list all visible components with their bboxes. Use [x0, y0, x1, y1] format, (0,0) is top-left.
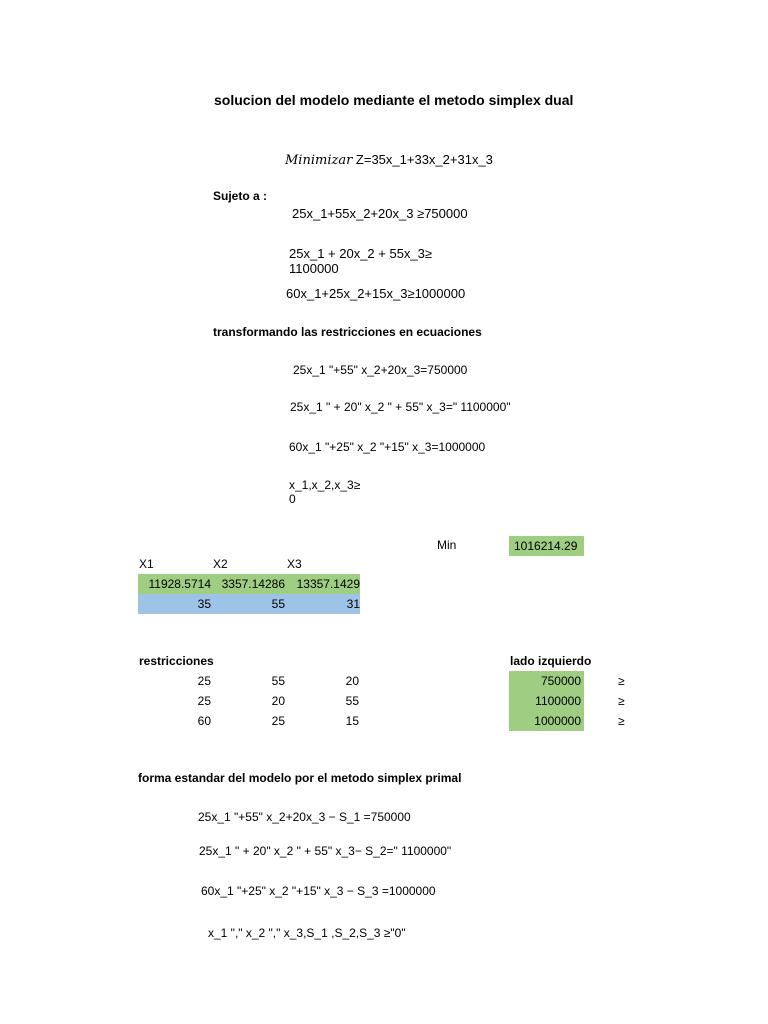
subject-to-label: Sujeto a : — [213, 189, 268, 203]
restriction-1-coef-2[interactable]: 55 — [271, 674, 285, 688]
cost-x2-cell[interactable]: 55 — [271, 597, 285, 611]
objective-lead: Minimizar — [285, 153, 353, 168]
restriction-3-sign: ≥ — [618, 714, 625, 728]
standard-form-eq-1: 25x_1 "+55" x_2+20x_3 − S_1 =750000 — [198, 810, 411, 824]
restriction-2-coef-1[interactable]: 25 — [197, 694, 211, 708]
nonnegativity-line2: 0 — [289, 492, 296, 506]
restriction-2-sign: ≥ — [618, 694, 625, 708]
min-value-cell[interactable]: 1016214.29 — [509, 536, 584, 556]
restriction-1-sign: ≥ — [618, 674, 625, 688]
restrictions-label: restricciones — [139, 654, 214, 668]
cost-x1-cell[interactable]: 35 — [197, 597, 211, 611]
cost-x3-cell[interactable]: 31 — [346, 597, 360, 611]
solution-x1-cell[interactable]: 11928.5714 — [148, 577, 211, 591]
solution-x2-cell[interactable]: 3357.14286 — [221, 577, 285, 591]
restriction-2-lhs-cell[interactable]: 1100000 — [509, 691, 584, 711]
standard-form-eq-3: 60x_1 "+25" x_2 "+15" x_3 − S_3 =1000000 — [201, 884, 436, 898]
restriction-2-coef-2[interactable]: 20 — [271, 694, 285, 708]
solution-x3-cell[interactable]: 13357.1429 — [296, 577, 360, 591]
standard-form-nonnegativity: x_1 "," x_2 "," x_3,S_1 ,S_2,S_3 ≥"0" — [208, 926, 406, 940]
restriction-1-coef-1[interactable]: 25 — [197, 674, 211, 688]
equation-1: 25x_1 "+55" x_2+20x_3=750000 — [293, 363, 468, 377]
var-header-x2: X2 — [213, 557, 228, 571]
restriction-3-coef-1[interactable]: 60 — [197, 714, 211, 728]
var-header-x1: X1 — [139, 557, 154, 571]
standard-form-heading: forma estandar del modelo por el metodo simplex primal — [138, 771, 462, 785]
restriction-1-lhs-cell[interactable]: 750000 — [509, 671, 584, 691]
transform-heading: transformando las restricciones en ecuaciones — [213, 325, 482, 339]
objective-rest: Z=35x_1+33x_2+31x_3 — [352, 152, 493, 167]
constraint-3: 60x_1+25x_2+15x_3≥1000000 — [286, 286, 466, 301]
constraint-2-line1: 25x_1 + 20x_2 + 55x_3≥ — [289, 246, 433, 261]
equation-3: 60x_1 "+25" x_2 "+15" x_3=1000000 — [289, 440, 486, 454]
nonnegativity-line1: x_1,x_2,x_3≥ — [289, 478, 361, 492]
restriction-3-coef-3[interactable]: 15 — [345, 714, 359, 728]
restriction-2-coef-3[interactable]: 55 — [345, 694, 359, 708]
restriction-1-coef-3[interactable]: 20 — [345, 674, 359, 688]
constraint-1: 25x_1+55x_2+20x_3 ≥750000 — [292, 206, 468, 221]
page-title: solucion del modelo mediante el metodo simplex dual — [214, 92, 574, 108]
min-label: Min — [437, 538, 457, 552]
equation-2: 25x_1 " + 20" x_2 " + 55" x_3=" 1100000" — [290, 400, 511, 414]
restriction-3-coef-2[interactable]: 25 — [271, 714, 285, 728]
var-header-x3: X3 — [287, 557, 302, 571]
restriction-3-lhs-cell[interactable]: 1000000 — [509, 711, 584, 731]
lhs-label: lado izquierdo — [510, 654, 592, 668]
objective-function — [285, 152, 493, 168]
standard-form-eq-2: 25x_1 " + 20" x_2 " + 55" x_3− S_2=" 1100000" — [199, 844, 452, 858]
constraint-2-line2: 1100000 — [289, 261, 339, 276]
